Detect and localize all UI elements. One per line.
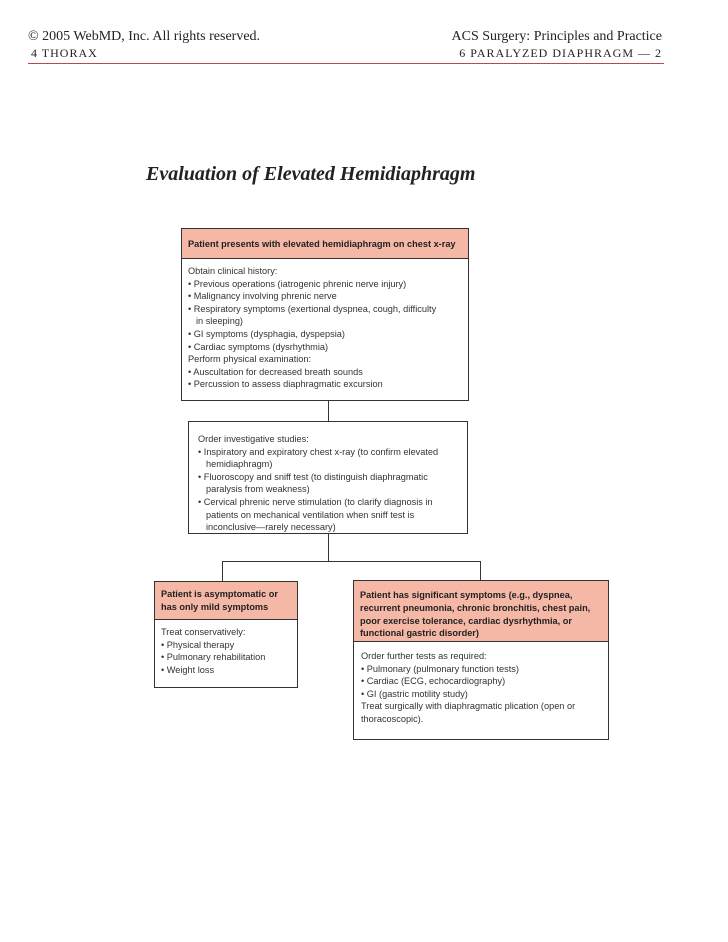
body-line: • Inspiratory and expiratory chest x-ray (to confirm elevated [198, 446, 439, 457]
body-line: Treat surgically with diaphragmatic plication (open or [361, 701, 576, 712]
body-line: • Cardiac (ECG, echocardiography) [361, 676, 506, 687]
body-line: • Respiratory symptoms (exertional dyspnea, cough, difficulty [188, 303, 437, 314]
connector-branch-left [222, 561, 223, 581]
header-line: recurrent pneumonia, chronic bronchitis, chest pain, [360, 602, 591, 613]
body-line: Treat conservatively: [161, 627, 246, 637]
body-line: • GI (gastric motility study) [361, 688, 468, 699]
header-rule [28, 63, 664, 64]
body-line: in sleeping) [196, 316, 243, 327]
book-title: ACS Surgery: Principles and Practice [451, 29, 662, 44]
presentation-header: Patient presents with elevated hemidiaphragm on chest x-ray [182, 229, 468, 259]
asymptomatic-body [155, 620, 297, 676]
connector-presentation-to-investigations [328, 401, 329, 421]
presentation-box [181, 228, 469, 401]
asymptomatic-box [154, 581, 298, 688]
presentation-body [182, 259, 468, 391]
body-line: • Weight loss [161, 664, 215, 675]
body-line: • Cardiac symptoms (dysrhythmia) [188, 341, 329, 352]
connector-investigations-down [328, 534, 329, 562]
section-label: 4 THORAX [31, 46, 98, 60]
header-line: Patient is asymptomatic or [161, 589, 278, 599]
body-line: • Cervical phrenic nerve stimulation (to clarify diagnosis in [198, 496, 433, 507]
body-line: Perform physical examination: [188, 354, 312, 365]
body-line: Obtain clinical history: [188, 266, 278, 276]
body-line: • Pulmonary rehabilitation [161, 652, 266, 663]
connector-branch-right [480, 561, 481, 580]
body-line: • Auscultation for decreased breath sounds [188, 366, 363, 377]
investigations-box [188, 421, 468, 534]
body-line: • GI symptoms (dysphagia, dyspepsia) [188, 328, 345, 339]
asymptomatic-header [155, 582, 297, 620]
body-line: patients on mechanical ventilation when sniff test is [206, 509, 415, 520]
investigations-body [189, 422, 467, 534]
body-line: inconclusive—rarely necessary) [206, 522, 336, 533]
body-line: paralysis from weakness) [206, 484, 310, 495]
body-line: • Percussion to assess diaphragmatic excursion [188, 379, 383, 390]
chapter-label: 6 PARALYZED DIAPHRAGM — 2 [459, 46, 662, 60]
header-line: Patient has significant symptoms (e.g., dyspnea, [360, 590, 573, 600]
body-line: hemidiaphragm) [206, 459, 273, 470]
symptomatic-body [354, 642, 608, 726]
body-line: • Fluoroscopy and sniff test (to distinguish diaphragmatic [198, 471, 428, 482]
header-line: functional gastric disorder) [360, 628, 479, 639]
body-line: • Previous operations (iatrogenic phrenic nerve injury) [188, 278, 407, 289]
body-line: thoracoscopic). [361, 713, 424, 724]
figure-title: Evaluation of Elevated Hemidiaphragm [146, 163, 476, 185]
body-line: Order further tests as required: [361, 651, 487, 661]
header-line: has only mild symptoms [161, 602, 269, 612]
body-line: • Pulmonary (pulmonary function tests) [361, 663, 519, 674]
body-line: • Malignancy involving phrenic nerve [188, 291, 337, 302]
header-line: poor exercise tolerance, cardiac dysrhythmia, or [360, 615, 572, 626]
body-line: • Physical therapy [161, 639, 235, 650]
connector-branch-horizontal [222, 561, 480, 562]
copyright-notice: © 2005 WebMD, Inc. All rights reserved. [28, 29, 261, 44]
symptomatic-header [354, 581, 608, 642]
body-line: Order investigative studies: [198, 434, 309, 444]
symptomatic-box [353, 580, 609, 740]
